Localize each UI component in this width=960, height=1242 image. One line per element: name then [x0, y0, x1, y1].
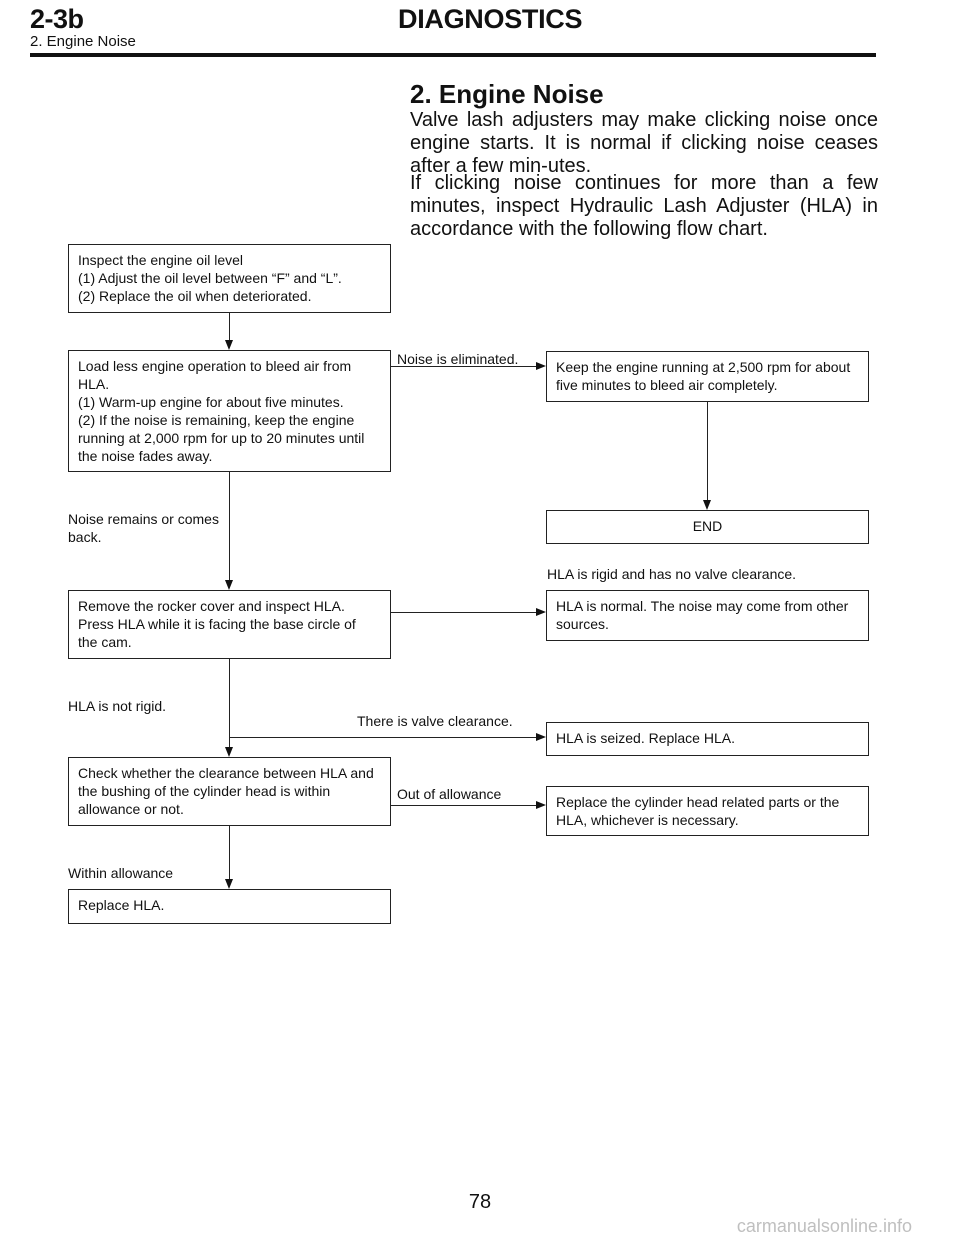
connector-line	[229, 826, 230, 879]
box-line: HLA is seized. Replace HLA.	[556, 730, 735, 746]
page-title: 2. Engine Noise	[410, 79, 604, 109]
connector-line	[707, 402, 708, 500]
box-line: (1) Warm-up engine for about five minutes.	[78, 394, 344, 410]
flow-box-check-clearance	[68, 757, 391, 826]
connector-line	[391, 612, 536, 613]
flow-box-replace-hla	[68, 889, 391, 924]
flow-box-hla-normal	[546, 590, 869, 641]
flow-box-replace-parts	[546, 786, 869, 836]
arrow-right-icon	[536, 801, 546, 809]
connector-line	[391, 805, 536, 806]
label-valve-clearance: There is valve clearance.	[357, 713, 513, 729]
label-hla-not-rigid: HLA is not rigid.	[68, 698, 167, 714]
box-line: HLA, whichever is necessary.	[556, 812, 739, 828]
intro-paragraph-1: Valve lash adjusters may make clicking noise once engine starts. It is normal if clicking noise ceases after a few min-utes.	[410, 109, 878, 177]
flow-box-end	[546, 510, 869, 544]
arrow-down-icon	[703, 500, 711, 510]
intro-paragraph-2: If clicking noise continues for more than a few minutes, inspect Hydraulic Lash Adjuster (HLA) in accordance with the following flow chart.	[410, 172, 878, 240]
box-line: Replace HLA.	[78, 897, 165, 913]
label-line: back.	[68, 529, 102, 545]
flow-box-inspect-hla	[68, 590, 391, 659]
header-rule	[30, 53, 876, 57]
section-subtitle: 2. Engine Noise	[30, 33, 136, 50]
label-hla-rigid: HLA is rigid and has no valve clearance.	[547, 566, 797, 582]
flow-box-bleed-air	[68, 350, 391, 472]
arrow-down-icon	[225, 340, 233, 350]
arrow-down-icon	[225, 879, 233, 889]
label-noise-remains	[68, 510, 219, 546]
box-line: Keep the engine running at 2,500 rpm for about	[556, 359, 851, 375]
box-line: (1) Adjust the oil level between “F” and “L”.	[78, 270, 342, 286]
box-line: (2) If the noise is remaining, keep the engine	[78, 412, 355, 428]
box-line: Check whether the clearance between HLA and	[78, 765, 374, 781]
box-line: running at 2,000 rpm for up to 20 minutes until	[78, 430, 365, 446]
flow-box-hla-seized	[546, 722, 869, 756]
box-line: Remove the rocker cover and inspect HLA.	[78, 598, 345, 614]
box-line: Load less engine operation to bleed air from	[78, 358, 352, 374]
watermark: carmanualsonline.info	[736, 1216, 912, 1236]
arrow-right-icon	[536, 733, 546, 741]
flow-box-inspect-oil	[68, 244, 391, 313]
chapter-title: DIAGNOSTICS	[398, 4, 583, 34]
connector-line	[229, 659, 230, 747]
box-line: Inspect the engine oil level	[78, 252, 243, 268]
box-line: the bushing of the cylinder head is within	[78, 783, 331, 799]
box-line: HLA.	[78, 376, 110, 392]
connector-line	[229, 313, 230, 340]
arrow-right-icon	[536, 362, 546, 370]
arrow-right-icon	[536, 608, 546, 616]
label-noise-eliminated: Noise is eliminated.	[397, 351, 519, 367]
box-line: (2) Replace the oil when deteriorated.	[78, 288, 312, 304]
box-line: HLA is normal. The noise may come from other	[556, 598, 849, 614]
box-line: END	[692, 518, 723, 534]
arrow-down-icon	[225, 580, 233, 590]
box-line: Press HLA while it is facing the base circle of	[78, 616, 356, 632]
label-line: Noise remains or comes	[68, 511, 219, 527]
section-code: 2-3b	[30, 4, 84, 34]
box-line: allowance or not.	[78, 801, 184, 817]
flow-box-keep-running	[546, 351, 869, 402]
page-number: 78	[468, 1191, 492, 1213]
arrow-down-icon	[225, 747, 233, 757]
label-out-of-allowance: Out of allowance	[397, 786, 502, 802]
label-within-allowance: Within allowance	[68, 865, 174, 881]
box-line: the noise fades away.	[78, 448, 213, 464]
box-line: five minutes to bleed air completely.	[556, 377, 778, 393]
connector-line	[229, 737, 536, 738]
box-line: the cam.	[78, 634, 132, 650]
box-line: sources.	[556, 616, 609, 632]
connector-line	[229, 472, 230, 580]
box-line: Replace the cylinder head related parts or the	[556, 794, 840, 810]
